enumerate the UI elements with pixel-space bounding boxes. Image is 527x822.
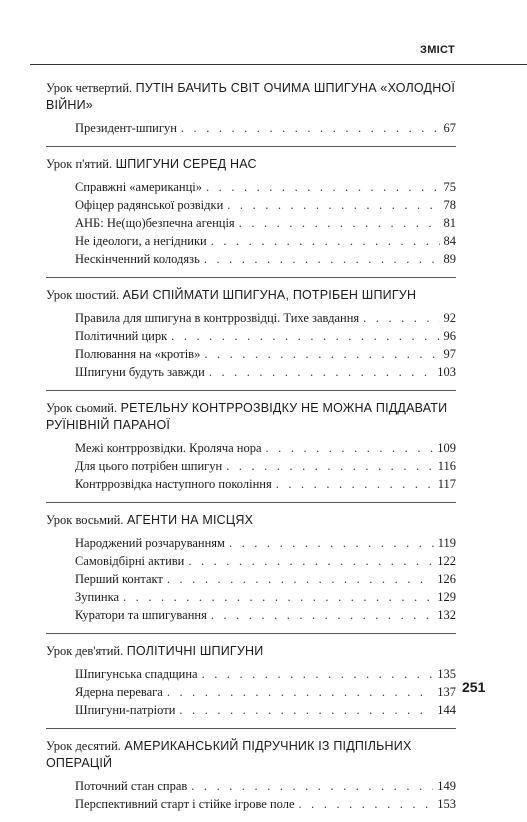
lesson-heading <box>46 512 456 529</box>
dot-leader <box>171 327 439 345</box>
entry-page: 153 <box>437 797 456 811</box>
toc-entry[interactable] <box>75 777 456 795</box>
entry-title: Полювання на «кротів» <box>75 347 201 361</box>
toc-entry[interactable] <box>75 345 456 363</box>
entry-page: 149 <box>437 779 456 793</box>
lesson-title: ШПИГУНИ СЕРЕД НАС <box>115 157 257 171</box>
entry-list <box>46 439 456 493</box>
entry-page: 78 <box>443 198 456 212</box>
entry-title: Ядерна перевага <box>75 685 163 699</box>
toc-entry[interactable] <box>75 196 456 214</box>
entry-title: Поточний стан справ <box>75 779 188 793</box>
toc-entry[interactable] <box>75 363 456 381</box>
running-header: ЗМІСТ <box>420 44 455 56</box>
entry-title: Контррозвідка наступного покоління <box>75 477 272 491</box>
lesson-block <box>46 80 456 146</box>
lesson-label: Урок дев'ятий. <box>46 644 124 658</box>
lesson-heading <box>46 738 456 772</box>
lesson-block <box>46 156 456 277</box>
dot-leader <box>191 777 433 795</box>
entry-page: 75 <box>443 180 456 194</box>
entry-page: 96 <box>443 329 456 343</box>
toc-entry[interactable] <box>75 309 456 327</box>
entry-page: 103 <box>437 365 456 379</box>
toc-entry[interactable] <box>75 534 456 552</box>
entry-title: АНБ: Не(що)безпечна агенція <box>75 216 235 230</box>
dot-leader <box>239 214 440 232</box>
dot-leader <box>204 345 439 363</box>
toc-entry[interactable] <box>75 701 456 719</box>
dot-leader <box>202 665 434 683</box>
lesson-block <box>46 400 456 502</box>
table-of-contents <box>46 80 456 822</box>
lesson-separator <box>46 390 456 391</box>
toc-entry[interactable] <box>75 552 456 570</box>
toc-entry[interactable] <box>75 327 456 345</box>
dot-leader <box>226 457 433 475</box>
entry-title: Правила для шпигуна в контррозвідці. Тихе завдання <box>75 311 360 325</box>
toc-entry[interactable] <box>75 606 456 624</box>
entry-list <box>46 534 456 624</box>
dot-leader <box>188 552 433 570</box>
lesson-block <box>46 643 456 728</box>
lesson-block <box>46 512 456 633</box>
lesson-separator <box>46 277 456 278</box>
dot-leader <box>123 588 433 606</box>
entry-page: 122 <box>437 554 456 568</box>
lesson-title: ПОЛІТИЧНІ ШПИГУНИ <box>126 644 264 658</box>
entry-title: Шпигуни будуть завжди <box>75 365 205 379</box>
entry-page: 135 <box>437 667 456 681</box>
lesson-label: Урок сьомий. <box>46 401 118 415</box>
header-rule <box>30 64 527 65</box>
dot-leader <box>276 475 434 493</box>
toc-entry[interactable] <box>75 475 456 493</box>
entry-title: Справжні «американці» <box>75 180 203 194</box>
entry-list <box>46 178 456 268</box>
dot-leader <box>181 119 440 137</box>
entry-title: Президент-шпигун <box>75 121 177 135</box>
toc-entry[interactable] <box>75 232 456 250</box>
toc-entry[interactable] <box>75 588 456 606</box>
toc-entry[interactable] <box>75 795 456 813</box>
lesson-heading <box>46 643 456 660</box>
entry-title: Політичний цирк <box>75 329 168 343</box>
entry-page: 126 <box>437 572 456 586</box>
dot-leader <box>179 701 433 719</box>
entry-list <box>46 777 456 813</box>
toc-entry[interactable] <box>75 250 456 268</box>
lesson-title: АБИ СПІЙМАТИ ШПИГУНА, ПОТРІБЕН ШПИГУН <box>122 288 417 302</box>
entry-title: Нескінченний колодязь <box>75 252 200 266</box>
lesson-heading <box>46 400 456 434</box>
lesson-title: АМЕРИКАНСЬКИЙ ПІДРУЧНИК ІЗ ПІДПІЛЬНИХ ОПЕРАЦІЙ <box>46 739 412 770</box>
dot-leader <box>167 570 433 588</box>
entry-title: Самовідбірні активи <box>75 554 185 568</box>
dot-leader <box>229 534 434 552</box>
entry-page: 109 <box>437 441 456 455</box>
lesson-label: Урок п'ятий. <box>46 157 113 171</box>
entry-page: 84 <box>443 234 456 248</box>
dot-leader <box>299 795 434 813</box>
lesson-separator <box>46 633 456 634</box>
entry-page: 97 <box>443 347 456 361</box>
lesson-heading <box>46 80 456 114</box>
lesson-heading <box>46 156 456 173</box>
entry-title: Народжений розчаруванням <box>75 536 225 550</box>
toc-entry[interactable] <box>75 214 456 232</box>
entry-page: 137 <box>437 685 456 699</box>
dot-leader <box>211 232 440 250</box>
entry-page: 117 <box>437 477 456 491</box>
dot-leader <box>211 606 433 624</box>
entry-page: 89 <box>443 252 456 266</box>
entry-page: 92 <box>443 311 456 325</box>
entry-page: 116 <box>437 459 456 473</box>
entry-page: 129 <box>437 590 456 604</box>
dot-leader <box>266 439 434 457</box>
lesson-label: Урок десятий. <box>46 739 121 753</box>
dot-leader <box>363 309 439 327</box>
toc-entry[interactable] <box>75 439 456 457</box>
lesson-title: ПУТІН БАЧИТЬ СВІТ ОЧИМА ШПИГУНА «ХОЛОДНОЇ ВІЙНИ» <box>46 81 456 112</box>
lesson-label: Урок четвертий. <box>46 81 133 95</box>
entry-page: 132 <box>437 608 456 622</box>
lesson-separator <box>46 146 456 147</box>
entry-page: 119 <box>437 536 456 550</box>
lesson-separator <box>46 502 456 503</box>
lesson-title: АГЕНТИ НА МІСЦЯХ <box>126 513 254 527</box>
entry-list <box>46 119 456 137</box>
dot-leader <box>204 250 440 268</box>
lesson-heading <box>46 287 456 304</box>
page-number: 251 <box>462 679 486 695</box>
entry-page: 67 <box>443 121 456 135</box>
lesson-block <box>46 287 456 390</box>
toc-entry[interactable] <box>75 683 456 701</box>
dot-leader <box>206 178 439 196</box>
entry-title: Для цього потрібен шпигун <box>75 459 223 473</box>
entry-title: Офіцер радянської розвідки <box>75 198 224 212</box>
lesson-separator <box>46 728 456 729</box>
entry-list <box>46 665 456 719</box>
entry-title: Куратори та шпигування <box>75 608 207 622</box>
entry-title: Шпигуни-патріоти <box>75 703 176 717</box>
dot-leader <box>167 683 433 701</box>
entry-title: Шпигунська спадщина <box>75 667 198 681</box>
entry-page: 144 <box>437 703 456 717</box>
lesson-label: Урок восьмий. <box>46 513 124 527</box>
entry-title: Перспективний старт і стійке ігрове поле <box>75 797 295 811</box>
toc-entry[interactable] <box>75 570 456 588</box>
dot-leader <box>209 363 433 381</box>
entry-title: Зупинка <box>75 590 120 604</box>
entry-title: Не ідеологи, а негідники <box>75 234 207 248</box>
entry-title: Межі контррозвідки. Кроляча нора <box>75 441 262 455</box>
toc-entry[interactable] <box>75 665 456 683</box>
lesson-title: РЕТЕЛЬНУ КОНТРРОЗВІДКУ НЕ МОЖНА ПІДДАВАТИ РУЇНІВНІЙ ПАРАНОЇ <box>46 401 448 432</box>
lesson-label: Урок шостий. <box>46 288 120 302</box>
toc-entry[interactable] <box>75 457 456 475</box>
toc-entry[interactable] <box>75 178 456 196</box>
dot-leader <box>227 196 439 214</box>
entry-title: Перший контакт <box>75 572 163 586</box>
toc-entry[interactable] <box>75 119 456 137</box>
lesson-block <box>46 738 456 822</box>
entry-page: 81 <box>443 216 456 230</box>
entry-list <box>46 309 456 381</box>
